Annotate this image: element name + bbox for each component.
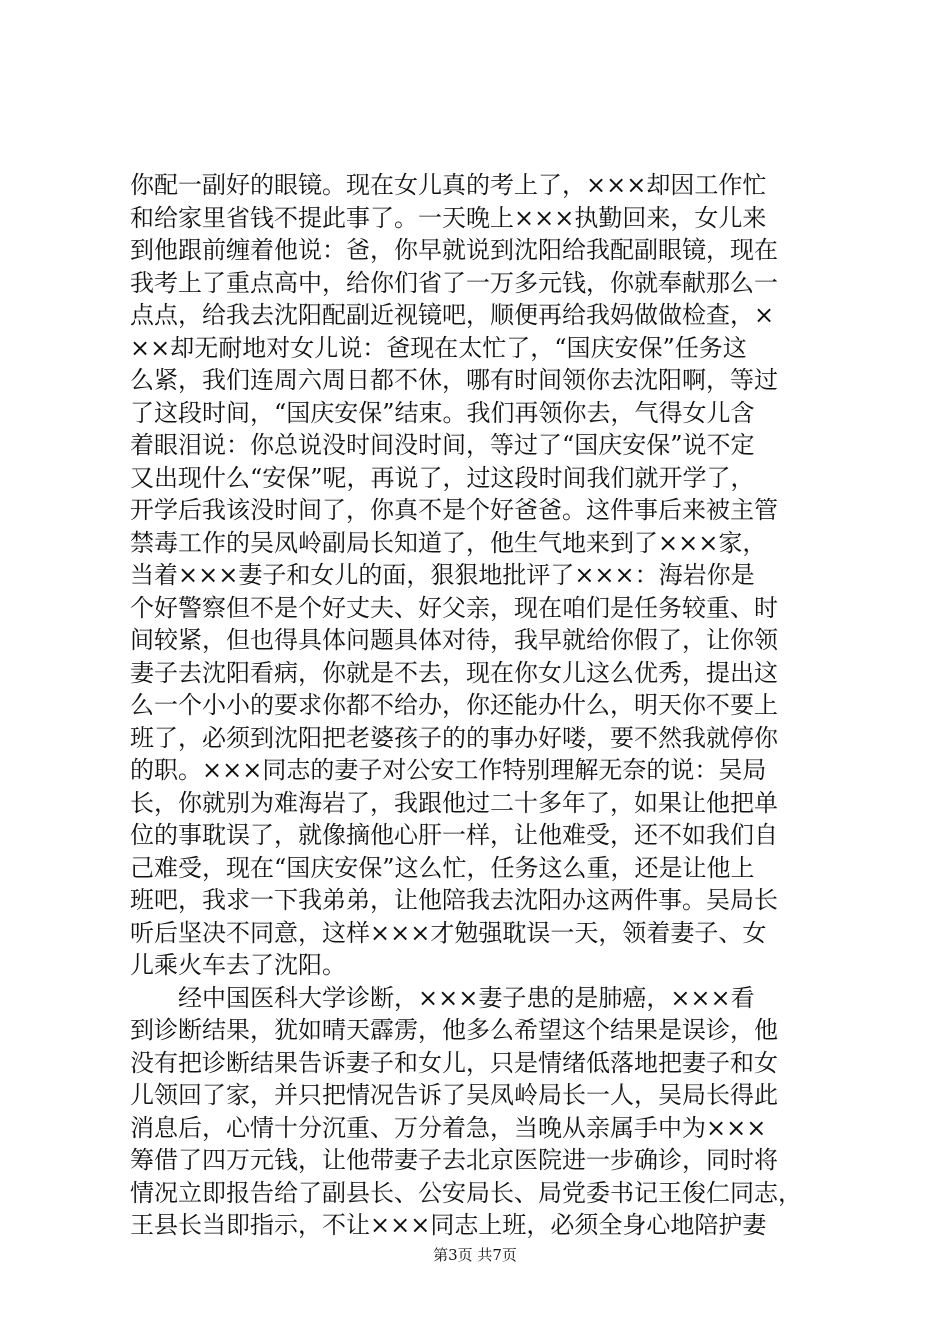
text-line: 个好警察但不是个好丈夫、好父亲，现在咱们是任务较重、时 — [130, 593, 778, 622]
text-line: 当着×××妻子和女儿的面，狠狠地批评了×××：海岩你是 — [130, 561, 755, 589]
text-line: 着眼泪说：你总说没时间没时间，等过了“国庆安保”说不定 — [130, 431, 755, 459]
text-line: 禁毒工作的吴凤岭副局长知道了，他生气地来到了×××家， — [130, 528, 767, 557]
text-line: 筹借了四万元钱，让他带妻子去北京医院进一步确诊，同时将 — [130, 1146, 778, 1174]
text-line: 王县长当即指示，不让×××同志上班，必须全身心地陪护妻 — [130, 1211, 767, 1239]
text-line: 位的事耽误了，就像摘他心肝一样，让他难受，还不如我们自 — [130, 821, 778, 849]
text-line: 儿领回了家，并只把情况告诉了吴凤岭局长一人，吴局长得此 — [130, 1081, 778, 1109]
text-line: 间较紧，但也得具体问题具体对待，我早就给你假了，让你领 — [130, 626, 778, 654]
text-line: 和给家里省钱不提此事了。一天晚上×××执勤回来，女儿来 — [130, 203, 767, 232]
text-line: 你配一副好的眼镜。现在女儿真的考上了，×××却因工作忙 — [130, 171, 767, 199]
text-line: 么紧，我们连周六周日都不休，哪有时间领你去沈阳啊，等过 — [130, 366, 778, 394]
text-line: 班了，必须到沈阳把老婆孩子的的事办好喽，要不然我就停你 — [130, 723, 778, 752]
text-line: 消息后，心情十分沉重、万分着急，当晚从亲属手中为××× — [130, 1113, 767, 1142]
text-line: 到诊断结果，犹如晴天霹雳，他多么希望这个结果是误诊，他 — [130, 1016, 778, 1044]
text-line: 己难受，现在“国庆安保”这么忙，任务这么重，还是让他上 — [130, 853, 755, 882]
body-text — [130, 169, 830, 1242]
text-line: 没有把诊断结果告诉妻子和女儿，只是情绪低落地把妻子和女 — [130, 1048, 778, 1077]
text-line: 到他跟前缠着他说：爸，你早就说到沈阳给我配副眼镜，现在 — [130, 236, 778, 264]
text-line: 么一个小小的要求你都不给办，你还能办什么，明天你不要上 — [130, 691, 778, 719]
text-line: 妻子去沈阳看病，你就是不去，现在你女儿这么优秀，提出这 — [130, 658, 778, 687]
page-number-footer: 第3页 共7页 — [433, 1246, 517, 1264]
text-line: ××却无耐地对女儿说：爸现在太忙了，“国庆安保”任务这 — [130, 333, 747, 362]
text-line: 儿乘火车去了沈阳。 — [130, 951, 346, 979]
text-line: 经中国医科大学诊断，×××妻子患的是肺癌，×××看 — [130, 983, 755, 1012]
text-line: 情况立即报告给了副县长、公安局长、局党委书记王俊仁同志， — [130, 1178, 802, 1207]
text-line: 的职。×××同志的妻子对公安工作特别理解无奈的说：吴局 — [130, 756, 767, 784]
text-line: 我考上了重点高中，给你们省了一万多元钱，你就奉献那么一 — [130, 268, 778, 297]
text-line: 班吧，我求一下我弟弟，让他陪我去沈阳办这两件事。吴局长 — [130, 886, 778, 914]
text-line: 又出现什么“安保”呢，再说了，过这段时间我们就开学了， — [130, 463, 755, 492]
text-line: 听后坚决不同意，这样×××才勉强耽误一天，领着妻子、女 — [130, 918, 767, 947]
text-line: 长，你就别为难海岩了，我跟他过二十多年了，如果让他把单 — [130, 788, 778, 817]
text-line: 点点，给我去沈阳配副近视镜吧，顺便再给我妈做做检查，× — [130, 301, 775, 329]
text-line: 开学后我该没时间了，你真不是个好爸爸。这件事后来被主管 — [130, 496, 778, 524]
text-line: 了这段时间，“国庆安保”结束。我们再领你去，气得女儿含 — [130, 398, 755, 427]
